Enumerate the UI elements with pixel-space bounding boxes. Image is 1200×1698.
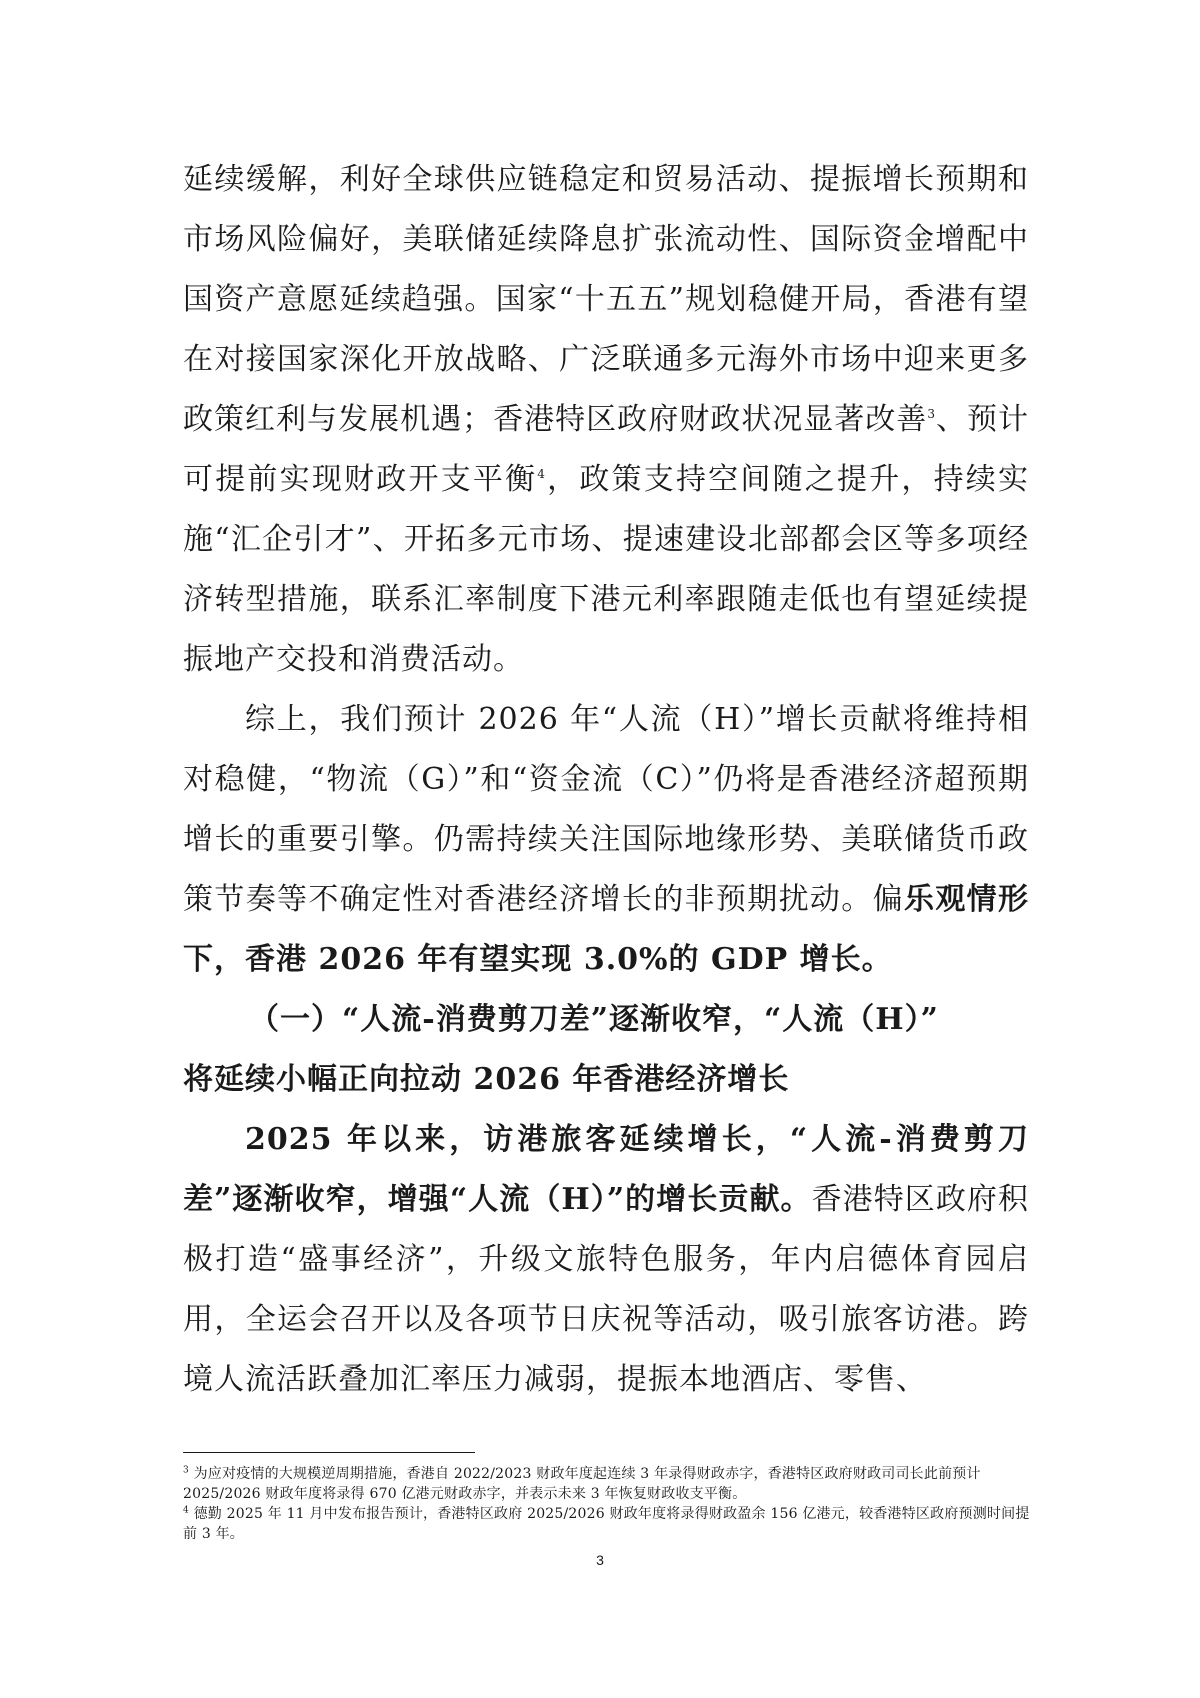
footnote-divider xyxy=(183,1452,475,1453)
footnote-3 xyxy=(183,1464,1033,1504)
footnote-ref-3[interactable]: 3 xyxy=(927,407,936,421)
paragraph-1-text-b: 、预计可提前实现财政开支平衡 xyxy=(183,402,1030,497)
paragraph-2-text: 综上，我们预计 2026 年“人流（H）”增长贡献将维持相对稳健，“物流（G）”和“资金流（C）”仍将是香港经济超预期增长的重要引擎。仍需持续关注国际地缘形势、美联储货币政策节奏等不确定性对香港经济增长的非预期扰动。偏 xyxy=(183,702,1029,917)
body-text xyxy=(183,150,1029,1410)
paragraph-1-text-c: ，政策支持空间随之提升，持续实施“汇企引才”、开拓多元市场、提速建设北部都会区等多项经济转型措施，联系汇率制度下港元利率跟随走低也有望延续提振地产交投和消费活动。 xyxy=(183,462,1030,677)
page-number: 3 xyxy=(596,1552,604,1568)
footnotes xyxy=(183,1464,1033,1544)
section-heading-1 xyxy=(183,990,1029,1110)
footnote-3-text: 为应对疫情的大规模逆周期措施，香港自 2022/2023 财政年度起连续 3 年录得财政赤字，香港特区政府财政司司长此前预计 2025/2026 财政年度将录得 670 亿港元财政赤字，并表示未来 3 年恢复财政收支平衡。 xyxy=(183,1466,981,1502)
section-heading-1-line1: （一）“人流-消费剪刀差”逐渐收窄，“人流（H）” xyxy=(249,1002,939,1037)
footnote-marker-4: 4 xyxy=(183,1505,189,1516)
section-heading-1-line2: 将延续小幅正向拉动 2026 年香港经济增长 xyxy=(183,1062,790,1097)
paragraph-3-bold-lead: 2025 年以来，访港旅客延续增长，“人流-消费剪刀差”逐渐收窄，增强“人流（H）”的增长贡献。 xyxy=(183,1122,1029,1217)
footnote-marker-3: 3 xyxy=(183,1465,189,1476)
paragraph-1 xyxy=(183,150,1029,690)
paragraph-2-bold-conclusion: 乐观情形下，香港 2026 年有望实现 3.0%的 GDP 增长。 xyxy=(183,882,1030,977)
footnote-ref-4[interactable]: 4 xyxy=(537,467,546,481)
footnote-4 xyxy=(183,1504,1033,1544)
paragraph-3 xyxy=(183,1110,1029,1410)
paragraph-3-text: 香港特区政府积极打造“盛事经济”，升级文旅特色服务，年内启德体育园启用，全运会召开以及各项节日庆祝等活动，吸引旅客访港。跨境人流活跃叠加汇率压力减弱，提振本地酒店、零售、 xyxy=(183,1182,1029,1397)
paragraph-1-text-a: 延续缓解，利好全球供应链稳定和贸易活动、提振增长预期和市场风险偏好，美联储延续降息扩张流动性、国际资金增配中国资产意愿延续趋强。国家“十五五”规划稳健开局，香港有望在对接国家深化开放战略、广泛联通多元海外市场中迎来更多政策红利与发展机遇；香港特区政府财政状况显著改善 xyxy=(183,162,1029,437)
footnote-4-text: 德勤 2025 年 11 月中发布报告预计，香港特区政府 2025/2026 财政年度将录得财政盈余 156 亿港元，较香港特区政府预测时间提前 3 年。 xyxy=(183,1506,1030,1542)
paragraph-2 xyxy=(183,690,1029,990)
